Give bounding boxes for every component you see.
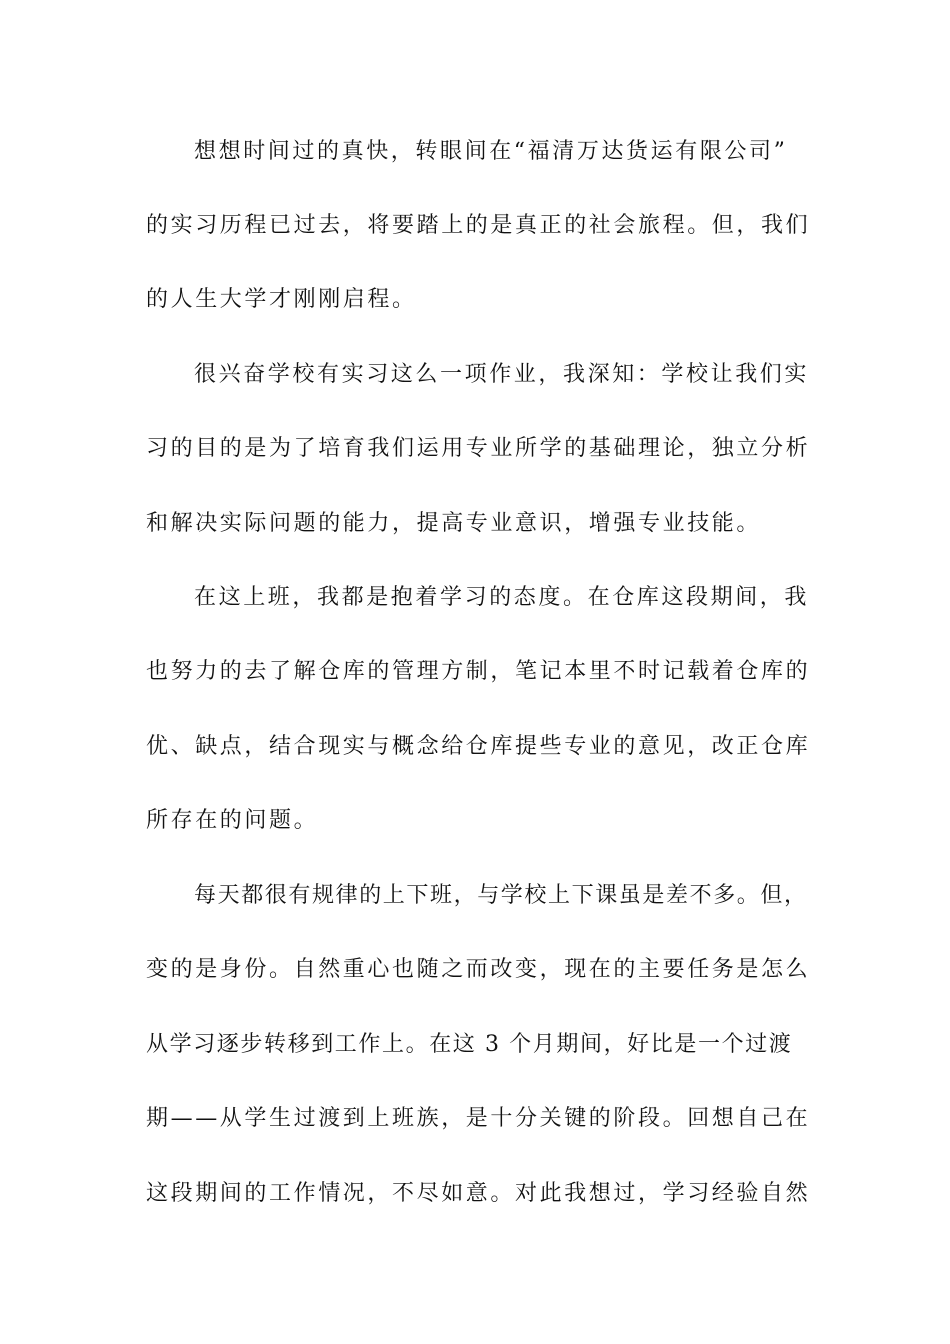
- paragraph-2-line-3: 和解决实际问题的能力，提高专业意识，增强专业技能。: [146, 511, 762, 536]
- paragraph-4-line-5: 这段期间的工作情况，不尽如意。对此我想过，学习经验自然: [146, 1181, 811, 1206]
- paragraph-4-line-1: 每天都很有规律的上下班，与学校上下课虽是差不多。但，: [194, 883, 808, 908]
- paragraph-2-line-1: 很兴奋学校有实习这么一项作业，我深知：学校让我们实: [194, 362, 810, 387]
- paragraph-2-line-2: 习的目的是为了培育我们运用专业所学的基础理论，独立分析: [146, 436, 811, 461]
- paragraph-4-line-4: 期——从学生过渡到上班族，是十分关键的阶段。回想自己在: [146, 1106, 811, 1131]
- paragraph-1-line-1: 想想时间过的真快，转眼间在“福清万达货运有限公司”: [194, 139, 788, 164]
- paragraph-3-line-1: 在这上班，我都是抱着学习的态度。在仓库这段期间，我: [194, 585, 810, 610]
- paragraph-3-line-4: 所存在的问题。: [146, 808, 319, 833]
- paragraph-4-line-3: 从学习逐步转移到工作上。在这 3 个月期间，好比是一个过渡: [146, 1032, 793, 1057]
- paragraph-1-line-3: 的人生大学才刚刚启程。: [146, 287, 417, 312]
- paragraph-1-line-2: 的实习历程已过去，将要踏上的是真正的社会旅程。但，我们: [146, 213, 811, 238]
- paragraph-3-line-2: 也努力的去了解仓库的管理方制，笔记本里不时记载着仓库的: [146, 659, 811, 684]
- paragraph-4-line-2: 变的是身份。自然重心也随之而改变，现在的主要任务是怎么: [146, 957, 811, 982]
- paragraph-3-line-3: 优、缺点，结合现实与概念给仓库提些专业的意见，改正仓库: [146, 734, 811, 759]
